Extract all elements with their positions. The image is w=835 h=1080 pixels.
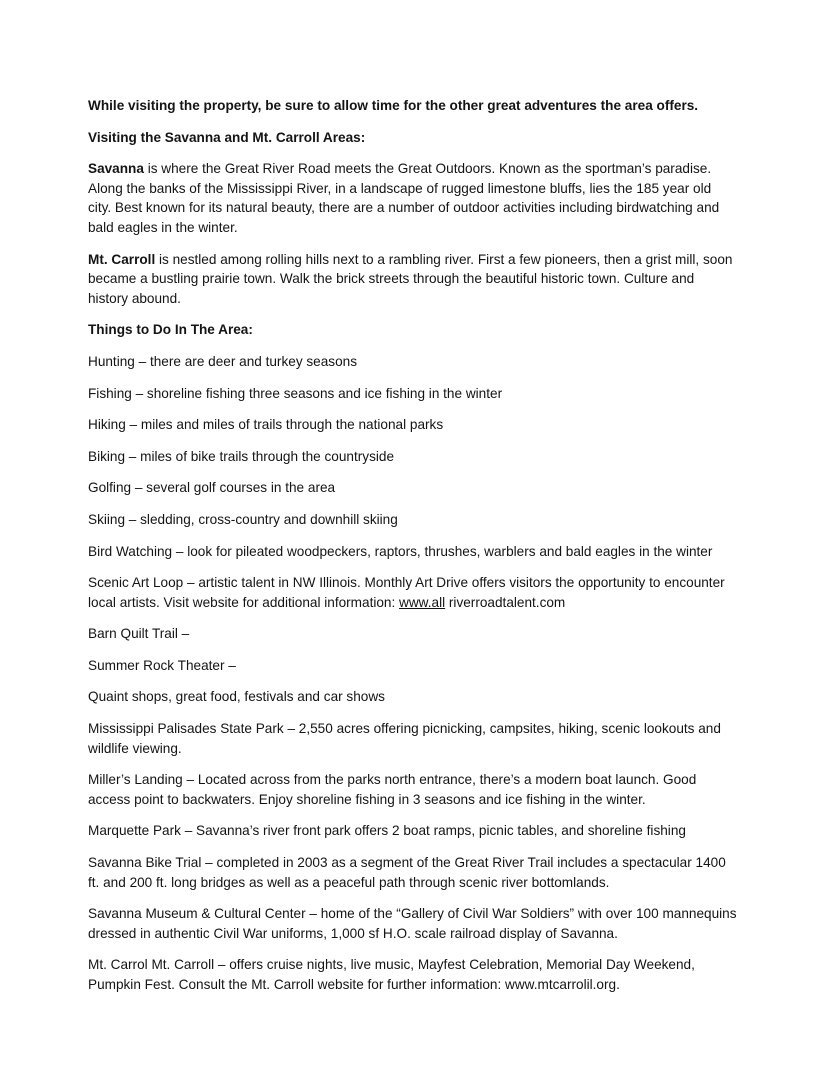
list-item-scenic-art-loop — [88, 573, 738, 612]
list-item-millers-landing: Miller’s Landing – Located across from the parks north entrance, there’s a modern boat launch. Good access point to backwaters. Enjoy shoreline fishing in 3 seasons and ice fishing in the winter. — [88, 772, 697, 807]
list-item-summer-rock: Summer Rock Theater – — [88, 657, 236, 673]
document-page — [88, 96, 738, 995]
list-item-mt-carrol: Mt. Carrol Mt. Carroll – offers cruise nights, live music, Mayfest Celebration, Memorial Day Weekend, Pumpkin Fest. Consult the Mt. Carroll website for further information: www.mtcarrolil.org. — [88, 957, 695, 992]
list-item-marquette-park: Marquette Park – Savanna’s river front park offers 2 boat ramps, picnic tables, and shoreline fishing — [88, 823, 686, 839]
list-item-skiing: Skiing – sledding, cross-country and downhill skiing — [88, 511, 398, 527]
list-item-golfing: Golfing – several golf courses in the area — [88, 480, 336, 496]
mtcarroll-name: Mt. Carroll — [88, 251, 156, 267]
savanna-name: Savanna — [88, 161, 144, 177]
list-item-biking: Biking – miles of bike trails through the countryside — [88, 448, 395, 464]
mtcarroll-paragraph — [88, 250, 738, 309]
scenic-text: Scenic Art Loop – artistic talent in NW Illinois. Monthly Art Drive offers visitors the opportunity to encounter local artists. Visit website for additional information: — [88, 575, 725, 610]
intro-text: While visiting the property, be sure to allow time for the other great adventures the area offers. — [88, 98, 699, 113]
list-item-hunting: Hunting – there are deer and turkey seasons — [88, 353, 358, 369]
list-item-fishing: Fishing – shoreline fishing three seasons and ice fishing in the winter — [88, 385, 503, 401]
list-item-shops: Quaint shops, great food, festivals and car shows — [88, 689, 385, 705]
list-item-museum: Savanna Museum & Cultural Center – home of the “Gallery of Civil War Soldiers” with over 100 mannequins dressed in authentic Civil War uniforms, 1,000 sf H.O. scale railroad display of Savanna. — [88, 906, 737, 941]
savanna-paragraph — [88, 159, 738, 237]
mtcarroll-text: is nestled among rolling hills next to a rambling river. First a few pioneers, then a grist mill, soon became a bustling prairie town. Walk the brick streets through the beautiful historic town. Culture and history abound. — [88, 251, 733, 306]
list-item-bike-trial: Savanna Bike Trial – completed in 2003 as a segment of the Great River Trail includes a spectacular 1400 ft. and 200 ft. long bridges as well as a peaceful path through scenic river bottomlands. — [88, 855, 726, 890]
list-item-barn-quilt: Barn Quilt Trail – — [88, 626, 190, 642]
list-item-bird-watching: Bird Watching – look for pileated woodpeckers, raptors, thrushes, warblers and bald eagles in the winter — [88, 543, 713, 559]
list-item-hiking: Hiking – miles and miles of trails through the national parks — [88, 417, 444, 433]
savanna-text: is where the Great River Road meets the Great Outdoors. Known as the sportman’s paradise. Along the banks of the Mississippi River, in a landscape of rugged limestone bluffs, lies the 185 year old city. Best known for its natural beauty, there are a number of outdoor activities including birdwatching and bald eagles in the winter. — [88, 161, 720, 235]
scenic-link[interactable]: www.all — [399, 594, 446, 610]
scenic-after: riverroadtalent.com — [445, 594, 566, 610]
areas-heading: Visiting the Savanna and Mt. Carroll Areas: — [88, 129, 366, 145]
list-item-palisades: Mississippi Palisades State Park – 2,550 acres offering picnicking, campsites, hiking, scenic lookouts and wildlife viewing. — [88, 721, 721, 756]
things-heading: Things to Do In The Area: — [88, 322, 253, 338]
